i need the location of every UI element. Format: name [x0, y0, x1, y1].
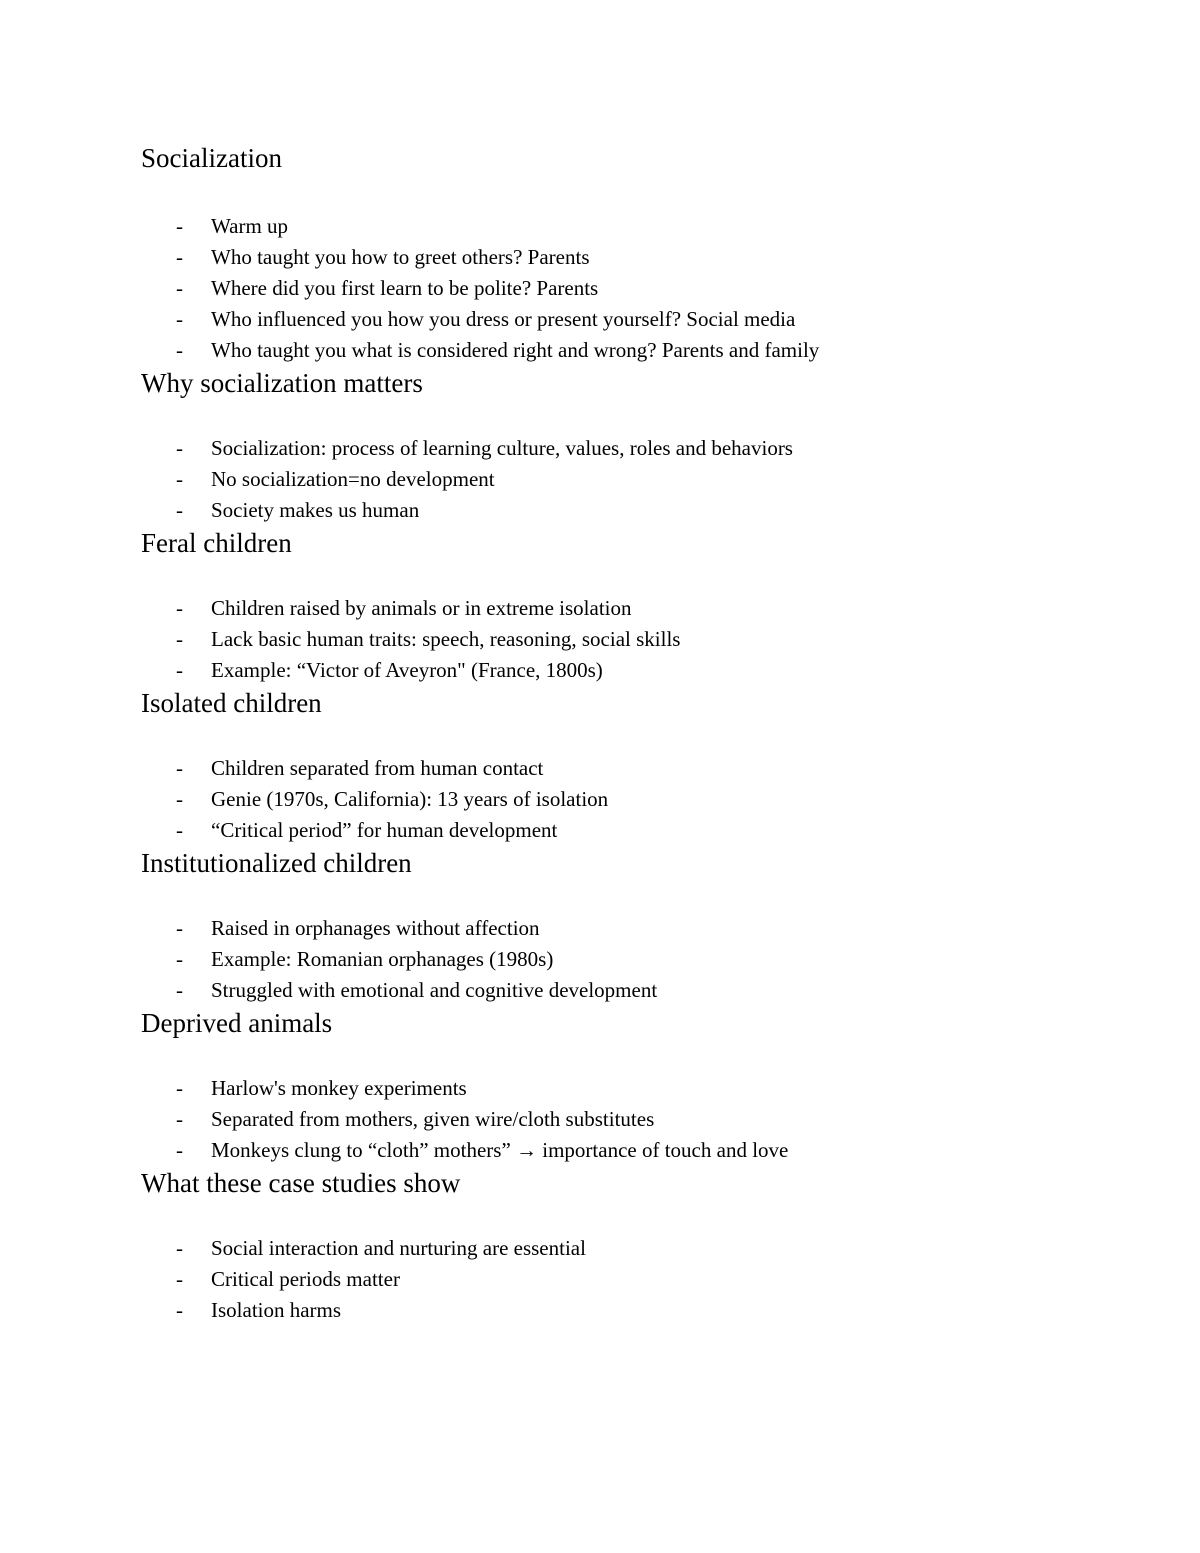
list-item	[141, 1073, 1061, 1104]
list-item	[141, 304, 1061, 335]
list-item	[141, 273, 1061, 304]
bullet-dash: -	[176, 276, 183, 300]
bullet-dash: -	[176, 916, 183, 940]
list-item	[141, 753, 1061, 784]
list-item-text: Struggled with emotional and cognitive development	[211, 978, 658, 1002]
list-item-text: Critical periods matter	[211, 1267, 400, 1291]
bullet-list	[141, 913, 1061, 1006]
list-item	[141, 495, 1061, 526]
bullet-dash: -	[176, 436, 183, 460]
bullet-dash: -	[176, 307, 183, 331]
section-heading: Deprived animals	[141, 1008, 333, 1038]
list-item-text: Harlow's monkey experiments	[211, 1076, 467, 1100]
bullet-dash: -	[176, 338, 183, 362]
bullet-dash: -	[176, 245, 183, 269]
section-heading: Institutionalized children	[141, 848, 412, 878]
list-item-text: Raised in orphanages without affection	[211, 916, 540, 940]
document-page	[141, 141, 1061, 1326]
list-item	[141, 944, 1061, 975]
list-item	[141, 335, 1061, 366]
section-socialization	[141, 141, 1061, 366]
section-what-these-case-studies-show	[141, 1166, 1061, 1326]
list-item-text: Genie (1970s, California): 13 years of isolation	[211, 787, 609, 811]
list-item-text: No socialization=no development	[211, 467, 495, 491]
list-item-text: Lack basic human traits: speech, reasoning, social skills	[211, 627, 681, 651]
list-item-text: Who taught you how to greet others? Parents	[211, 245, 590, 269]
list-item	[141, 655, 1061, 686]
list-item	[141, 242, 1061, 273]
list-item-text: Isolation harms	[211, 1298, 342, 1322]
bullet-dash: -	[176, 627, 183, 651]
list-item-text: Society makes us human	[211, 498, 420, 522]
list-item-text: Monkeys clung to “cloth” mothers” → importance of touch and love	[211, 1138, 789, 1162]
bullet-dash: -	[176, 214, 183, 238]
section-heading: Why socialization matters	[141, 368, 423, 398]
list-item	[141, 1135, 1061, 1166]
bullet-dash: -	[176, 947, 183, 971]
bullet-dash: -	[176, 787, 183, 811]
list-item-text: Separated from mothers, given wire/cloth substitutes	[211, 1107, 655, 1131]
section-feral-children	[141, 526, 1061, 686]
bullet-dash: -	[176, 498, 183, 522]
list-item-text: Example: “Victor of Aveyron" (France, 1800s)	[211, 658, 603, 682]
list-item	[141, 1104, 1061, 1135]
bullet-dash: -	[176, 1107, 183, 1131]
section-deprived-animals	[141, 1006, 1061, 1166]
list-item	[141, 913, 1061, 944]
section-heading: Feral children	[141, 528, 292, 558]
bullet-dash: -	[176, 756, 183, 780]
list-item-text: Warm up	[211, 214, 289, 238]
list-item-text: Social interaction and nurturing are essential	[211, 1236, 586, 1260]
list-item-text: Children raised by animals or in extreme isolation	[211, 596, 632, 620]
bullet-list	[141, 1233, 1061, 1326]
section-heading: Socialization	[141, 143, 282, 173]
section-heading: Isolated children	[141, 688, 322, 718]
list-item-text: Where did you first learn to be polite? Parents	[211, 276, 599, 300]
bullet-dash: -	[176, 978, 183, 1002]
section-heading: What these case studies show	[141, 1168, 461, 1198]
list-item	[141, 211, 1061, 242]
bullet-dash: -	[176, 1236, 183, 1260]
list-item	[141, 1264, 1061, 1295]
list-item-text: Socialization: process of learning culture, values, roles and behaviors	[211, 436, 793, 460]
list-item	[141, 1233, 1061, 1264]
list-item-text: Example: Romanian orphanages (1980s)	[211, 947, 554, 971]
list-item	[141, 1295, 1061, 1326]
bullet-dash: -	[176, 818, 183, 842]
bullet-list	[141, 433, 1061, 526]
list-item	[141, 784, 1061, 815]
bullet-dash: -	[176, 467, 183, 491]
bullet-dash: -	[176, 1138, 183, 1162]
bullet-dash: -	[176, 1298, 183, 1322]
list-item	[141, 433, 1061, 464]
list-item-text: “Critical period” for human development	[211, 818, 558, 842]
list-item-text: Children separated from human contact	[211, 756, 544, 780]
section-institutionalized-children	[141, 846, 1061, 1006]
list-item	[141, 464, 1061, 495]
bullet-list	[141, 593, 1061, 686]
bullet-dash: -	[176, 1076, 183, 1100]
list-item	[141, 975, 1061, 1006]
bullet-list	[141, 211, 1061, 366]
list-item	[141, 624, 1061, 655]
bullet-list	[141, 1073, 1061, 1166]
list-item	[141, 593, 1061, 624]
list-item-text: Who taught you what is considered right and wrong? Parents and family	[211, 338, 820, 362]
bullet-dash: -	[176, 658, 183, 682]
bullet-dash: -	[176, 1267, 183, 1291]
section-why-socialization-matters	[141, 366, 1061, 526]
list-item-text: Who influenced you how you dress or present yourself? Social media	[211, 307, 796, 331]
section-isolated-children	[141, 686, 1061, 846]
bullet-dash: -	[176, 596, 183, 620]
list-item	[141, 815, 1061, 846]
bullet-list	[141, 753, 1061, 846]
